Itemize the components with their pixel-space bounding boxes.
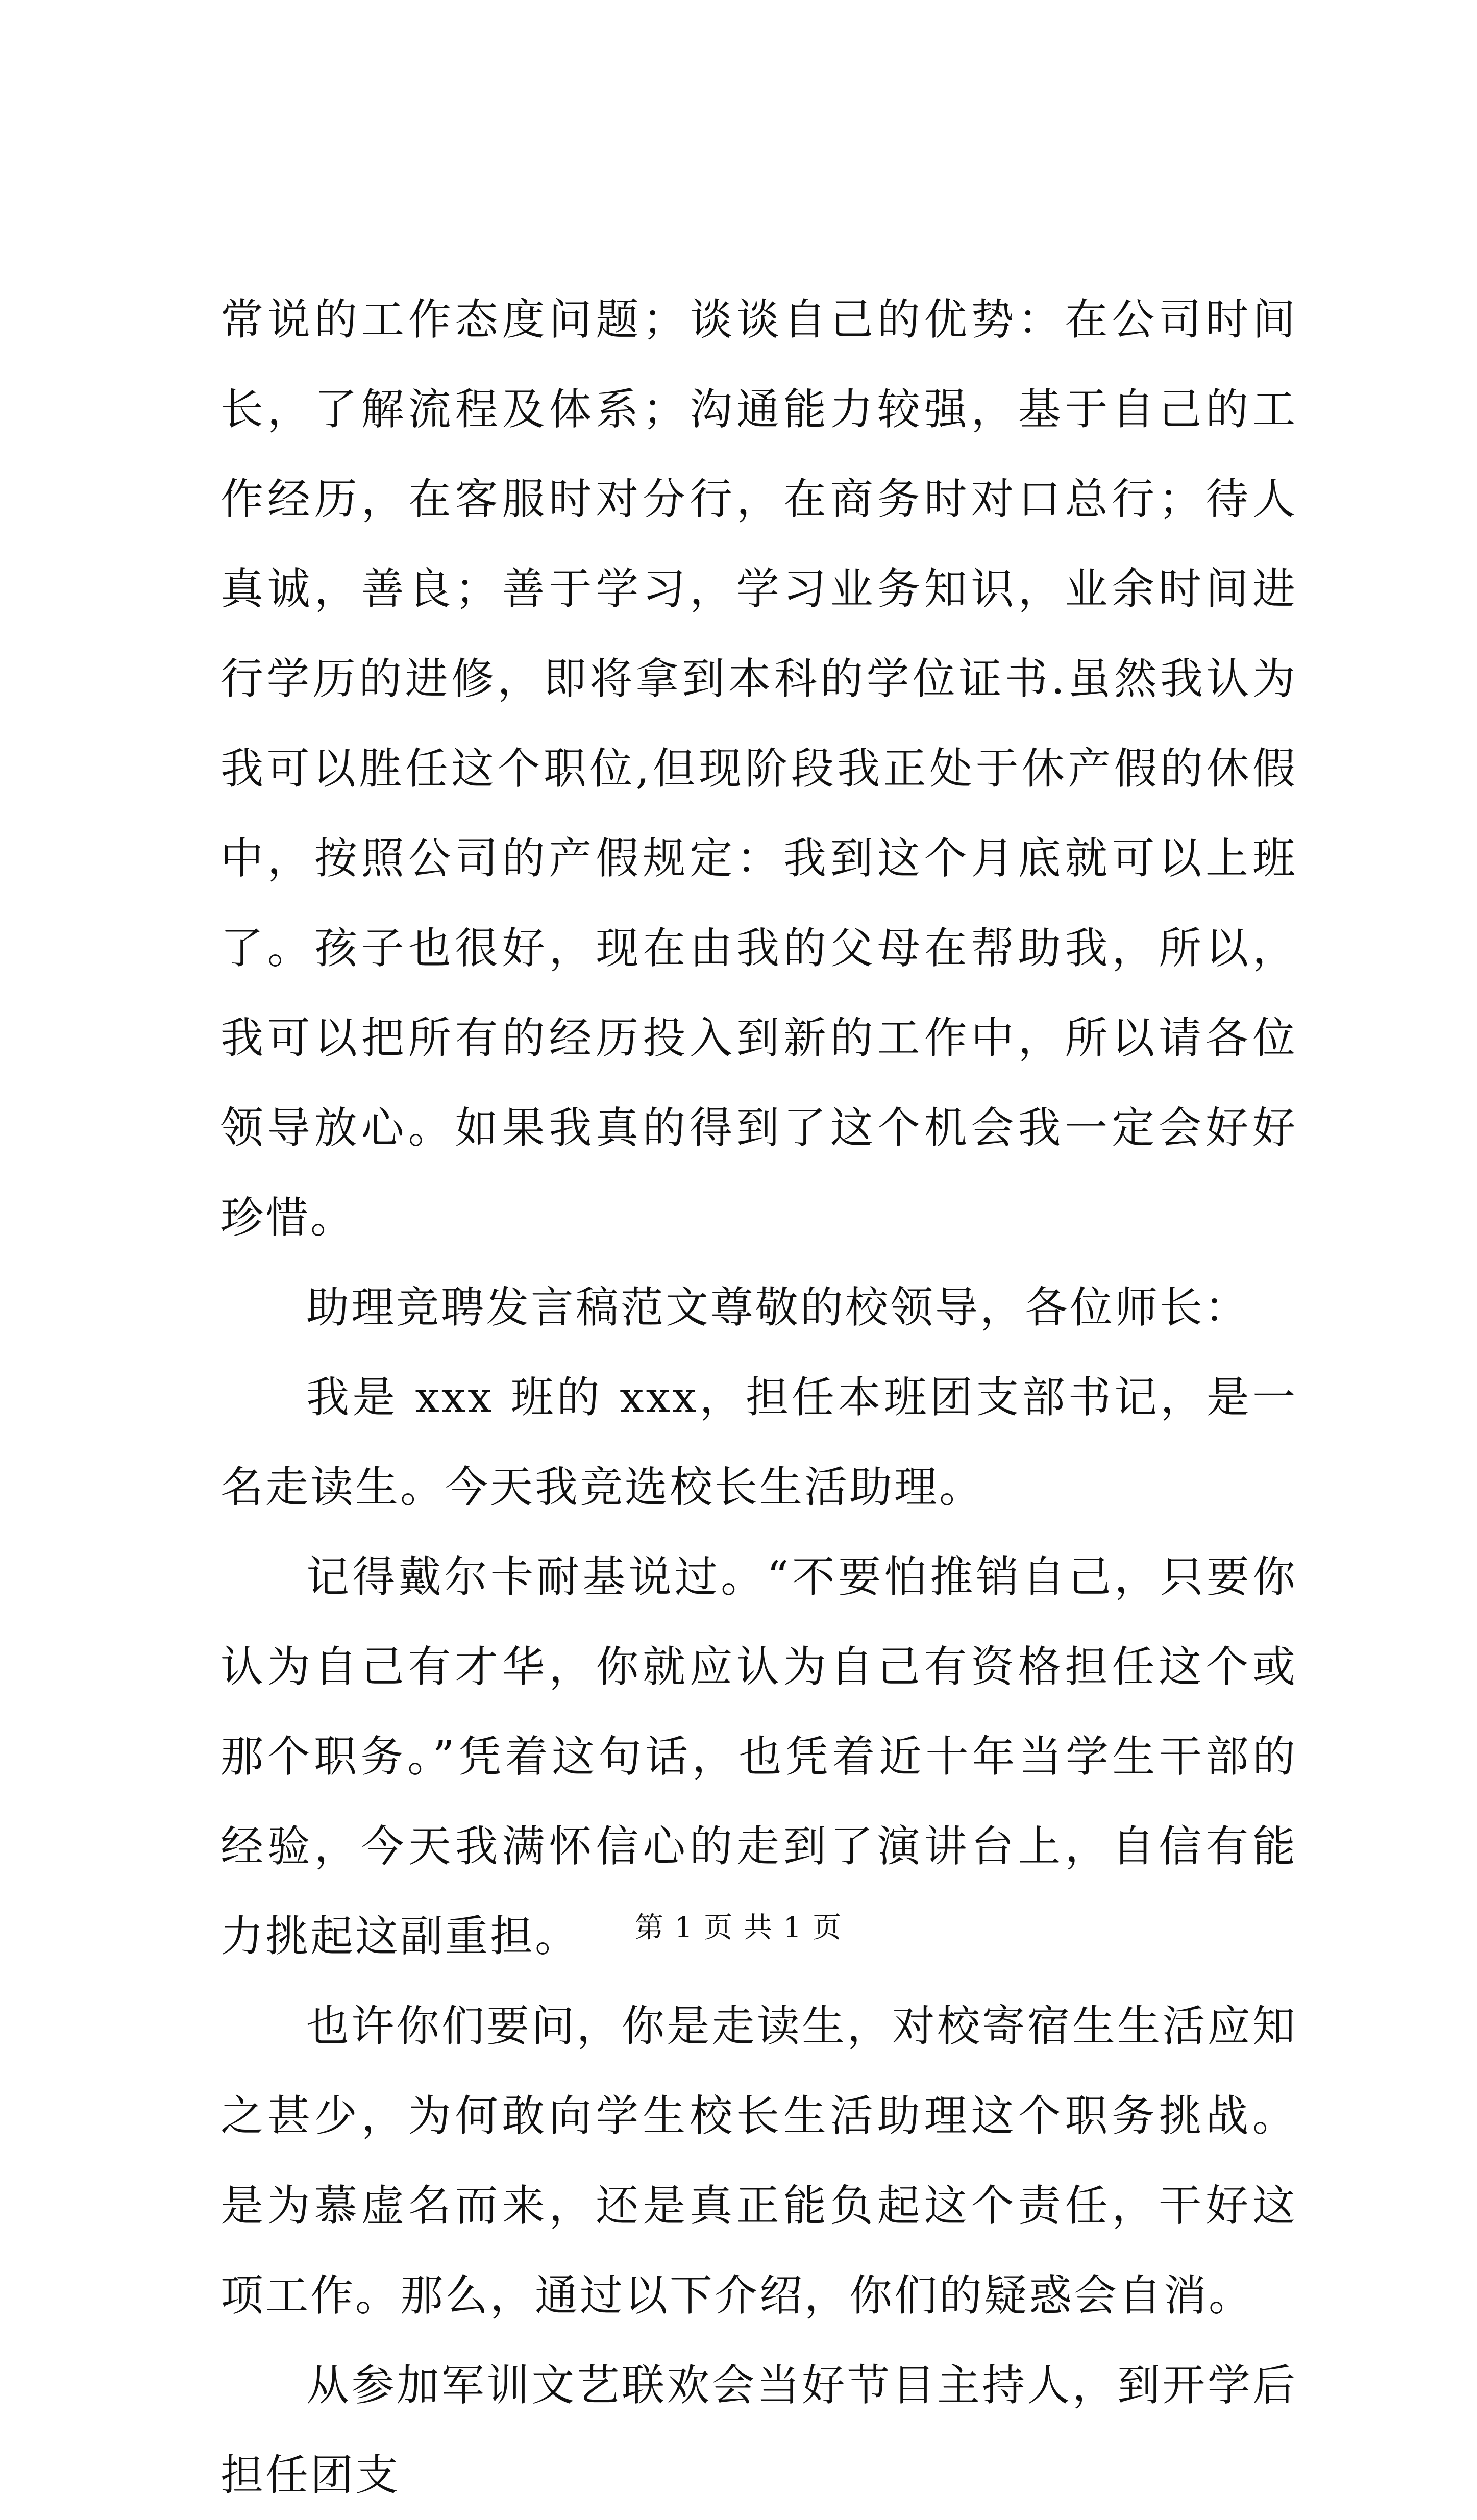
page-footer: 第 1 页 共 1 页	[634, 1911, 843, 1944]
paragraph-speech-title: 助理竞聘发言稿范文尊敬的校领导，各位师长：	[306, 1282, 1250, 1332]
paragraph-question: 也许你们要问，你是走读生，对校寄宿生生活应知之甚少，为何敢向学生校长生活助理这个职务挑战。是为慕虚名而来，还是真正能负起这个责任，干好这项工作。那么，通过以下介绍，你们的疑惑会自消。	[220, 2001, 1297, 2320]
paragraph-self-introduction: 我是 xxx 班的 xxx，担任本班团支部书记，是一名走读生。今天我竞选校长生活助理。	[220, 1372, 1297, 1512]
paragraph-continued: 常说的工作态度问题；谈谈自己的优势：在公司时间长，了解流程及体系；沟通能力较强，基于自己的工作经历，在客服时对分行，在商务时对口总行；待人真诚，善良；善于学习，学习业务知识，业余时间进行学历的进修，即将拿到本科的学位证书.虽然我认为我可以胜任这个职位,但现阶段我正处于休产假的休假中，按照公司的产假规定：我到这个月底就可以上班了。孩子也很好，现在由我的父母在帮助我，所以，我可以把所有的经历投入到新的工作中，所以请各位领导放心。如果我真的得到了这个机会我一定会好好珍惜。	[220, 294, 1297, 1243]
paragraph-carnegie-quote: 记得戴尔卡耐基说过。“不要怕推销自己，只要你认为自己有才华，你就应认为自己有资格担任这个或那个职务。”凭着这句话，也凭着近十年当学生干部的经验，今天我满怀信心的走到了演讲台上，自信有能力挑起这副重担。	[220, 1552, 1297, 1961]
paragraph-experience: 从参加军训文艺联欢会当好节目主持人，到开学后担任团支	[220, 2360, 1297, 2500]
document-body	[220, 275, 1297, 2520]
